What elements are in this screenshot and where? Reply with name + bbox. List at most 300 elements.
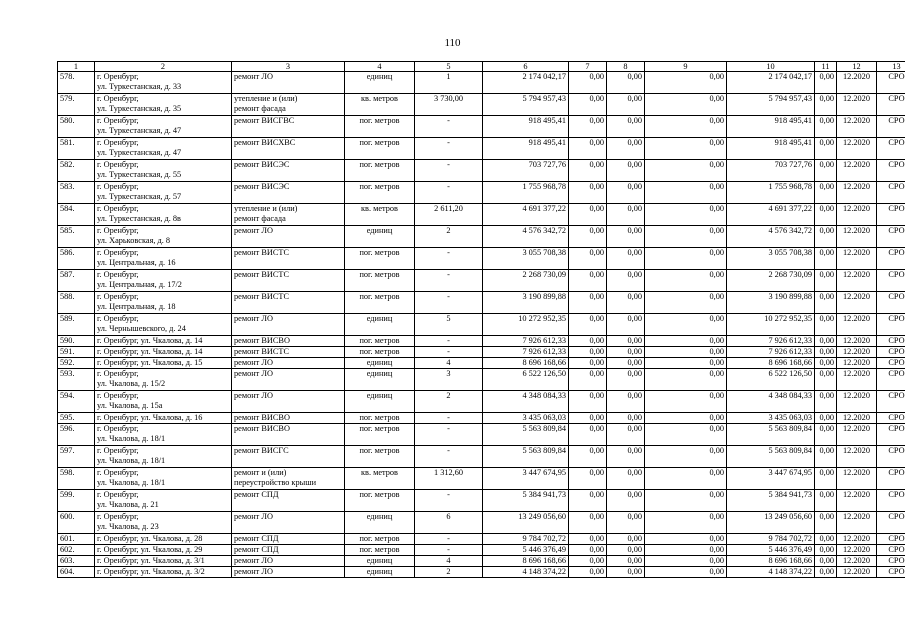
cost-cell: 0,00 [607,204,645,226]
total-cost-cell: 10 272 952,35 [483,314,569,336]
cost-cell: 0,00 [645,413,727,424]
cost-cell: 0,00 [645,248,727,270]
total-cost-cell: 9 784 702,72 [483,534,569,545]
date-cell: 12.2020 [837,182,877,204]
quantity-cell: - [415,182,483,204]
method-cell: СРО [877,556,905,567]
cost-cell: 0,00 [569,358,607,369]
address-cell [95,160,232,182]
total-cost-cell: 3 190 899,88 [483,292,569,314]
address-line: г. Оренбург, ул. Чкалова, д. 14 [97,336,203,345]
work-type-cell [232,347,345,358]
address-line: ул. Туркестанская, д. 8в [97,214,181,223]
unit-cell: пог. метров [345,446,415,468]
work-type-line: ремонт ЛО [234,391,273,400]
cost-cell: 0,00 [645,204,727,226]
cost-cell: 0,00 [645,72,727,94]
row-number: 590. [58,336,95,347]
total-cost-cell: 7 926 612,33 [483,347,569,358]
date-cell: 12.2020 [837,248,877,270]
table-row [58,72,905,94]
address-cell [95,369,232,391]
address-cell [95,413,232,424]
cost-cell: 0,00 [645,182,727,204]
total-cost-cell: 3 055 708,38 [483,248,569,270]
cost-cell: 0,00 [815,347,837,358]
work-type-line: утепление и (или) [234,94,298,103]
quantity-cell: 4 [415,358,483,369]
cost-cell: 0,00 [569,270,607,292]
date-cell: 12.2020 [837,314,877,336]
unit-cell: пог. метров [345,248,415,270]
row-number: 581. [58,138,95,160]
cost-cell: 0,00 [815,490,837,512]
address-cell [95,94,232,116]
total-cost-cell: 5 563 809,84 [483,446,569,468]
cost-cell: 0,00 [815,413,837,424]
column-header: 2 [95,62,232,72]
work-type-line: переустройство крыши [234,478,317,487]
quantity-cell: 1 312,60 [415,468,483,490]
address-cell [95,424,232,446]
quantity-cell: - [415,336,483,347]
cost-cell: 0,00 [815,226,837,248]
column-header: 6 [483,62,569,72]
address-line: ул. Чкалова, д. 18/1 [97,456,166,465]
cost-cell: 0,00 [569,138,607,160]
address-cell [95,468,232,490]
address-line: ул. Туркестанская, д. 47 [97,126,182,135]
table-row [58,314,905,336]
method-cell: СРО [877,138,905,160]
method-cell: СРО [877,270,905,292]
work-type-line: ремонт ВИСХВС [234,138,296,147]
unit-cell: кв. метров [345,468,415,490]
row-number: 588. [58,292,95,314]
cost-cell: 0,00 [607,534,645,545]
address-cell [95,248,232,270]
quantity-cell: - [415,248,483,270]
column-header: 5 [415,62,483,72]
table-row [58,138,905,160]
cost-cell: 4 348 084,33 [727,391,815,413]
cost-cell: 4 691 377,22 [727,204,815,226]
cost-cell: 0,00 [815,116,837,138]
quantity-cell: - [415,292,483,314]
address-line: ул. Чкалова, д. 18/1 [97,434,166,443]
address-line: ул. Чкалова, д. 23 [97,522,159,531]
work-type-line: ремонт ВИСТС [234,347,290,356]
address-cell [95,347,232,358]
address-line: г. Оренбург, [97,248,139,257]
unit-cell: пог. метров [345,270,415,292]
total-cost-cell: 918 495,41 [483,138,569,160]
cost-cell: 5 563 809,84 [727,424,815,446]
method-cell: СРО [877,94,905,116]
method-cell: СРО [877,292,905,314]
unit-cell: пог. метров [345,182,415,204]
address-line: г. Оренбург, [97,72,139,81]
work-type-line: ремонт фасада [234,104,286,113]
address-line: г. Оренбург, [97,138,139,147]
unit-cell: кв. метров [345,94,415,116]
address-line: г. Оренбург, ул. Чкалова, д. 28 [97,534,203,543]
table-row [58,369,905,391]
cost-cell: 0,00 [607,413,645,424]
date-cell: 12.2020 [837,160,877,182]
cost-cell: 0,00 [607,248,645,270]
cost-cell: 0,00 [645,534,727,545]
cost-cell: 0,00 [569,116,607,138]
address-line: г. Оренбург, [97,182,139,191]
table-row [58,358,905,369]
cost-cell: 7 926 612,33 [727,347,815,358]
quantity-cell: 5 [415,314,483,336]
date-cell: 12.2020 [837,292,877,314]
cost-cell: 8 696 168,66 [727,556,815,567]
page-number: 110 [444,37,461,49]
date-cell: 12.2020 [837,138,877,160]
address-line: ул. Туркестанская, д. 57 [97,192,182,201]
address-line: ул. Туркестанская, д. 33 [97,82,182,91]
cost-cell: 0,00 [607,116,645,138]
total-cost-cell: 5 384 941,73 [483,490,569,512]
work-type-cell [232,413,345,424]
cost-cell: 0,00 [645,567,727,578]
cost-cell: 5 446 376,49 [727,545,815,556]
row-number: 580. [58,116,95,138]
quantity-cell: - [415,534,483,545]
address-cell [95,314,232,336]
address-line: г. Оренбург, [97,314,139,323]
cost-cell: 13 249 056,60 [727,512,815,534]
unit-cell: пог. метров [345,160,415,182]
address-line: ул. Харьковская, д. 8 [97,236,171,245]
row-number: 594. [58,391,95,413]
cost-cell: 0,00 [645,424,727,446]
row-number: 591. [58,347,95,358]
row-number: 595. [58,413,95,424]
cost-cell: 0,00 [645,116,727,138]
cost-cell: 0,00 [569,545,607,556]
cost-cell: 0,00 [607,358,645,369]
date-cell: 12.2020 [837,270,877,292]
address-cell [95,567,232,578]
cost-cell: 0,00 [815,391,837,413]
cost-cell: 0,00 [569,160,607,182]
date-cell: 12.2020 [837,72,877,94]
date-cell: 12.2020 [837,347,877,358]
address-line: г. Оренбург, [97,369,139,378]
date-cell: 12.2020 [837,391,877,413]
cost-cell: 0,00 [569,446,607,468]
cost-cell: 0,00 [645,545,727,556]
cost-cell: 0,00 [815,545,837,556]
address-cell [95,182,232,204]
table-row [58,270,905,292]
cost-cell: 0,00 [645,490,727,512]
column-header: 10 [727,62,815,72]
cost-cell: 0,00 [607,314,645,336]
cost-cell: 0,00 [815,72,837,94]
address-line: г. Оренбург, ул. Чкалова, д. 14 [97,347,203,356]
row-number: 585. [58,226,95,248]
work-type-cell [232,534,345,545]
unit-cell: единиц [345,512,415,534]
cost-cell: 0,00 [815,567,837,578]
cost-cell: 0,00 [607,347,645,358]
total-cost-cell: 3 447 674,95 [483,468,569,490]
cost-cell: 0,00 [815,512,837,534]
column-header: 1 [58,62,95,72]
cost-cell: 0,00 [645,369,727,391]
date-cell: 12.2020 [837,204,877,226]
table-row [58,490,905,512]
work-type-cell [232,512,345,534]
cost-cell: 0,00 [569,292,607,314]
row-number: 583. [58,182,95,204]
method-cell: СРО [877,248,905,270]
cost-cell: 0,00 [607,336,645,347]
cost-cell: 3 055 708,38 [727,248,815,270]
address-cell [95,336,232,347]
quantity-cell: - [415,116,483,138]
address-cell [95,490,232,512]
unit-cell: пог. метров [345,347,415,358]
unit-cell: пог. метров [345,424,415,446]
quantity-cell: 2 [415,391,483,413]
address-cell [95,545,232,556]
cost-cell: 0,00 [569,534,607,545]
cost-cell: 0,00 [607,270,645,292]
cost-cell: 0,00 [815,534,837,545]
total-cost-cell: 1 755 968,78 [483,182,569,204]
table-row [58,182,905,204]
address-line: г. Оренбург, ул. Чкалова, д. 29 [97,545,203,554]
row-number: 597. [58,446,95,468]
unit-cell: пог. метров [345,490,415,512]
cost-cell: 6 522 126,50 [727,369,815,391]
cost-cell: 0,00 [607,468,645,490]
address-cell [95,391,232,413]
address-line: ул. Туркестанская, д. 55 [97,170,182,179]
row-number: 592. [58,358,95,369]
work-type-cell [232,138,345,160]
column-header: 11 [815,62,837,72]
table-row [58,391,905,413]
work-type-line: утепление и (или) [234,204,298,213]
work-type-cell [232,160,345,182]
work-type-cell [232,248,345,270]
row-number: 598. [58,468,95,490]
table-row [58,347,905,358]
unit-cell: единиц [345,226,415,248]
work-type-cell [232,94,345,116]
work-type-line: ремонт ЛО [234,567,273,576]
row-number: 601. [58,534,95,545]
cost-cell: 0,00 [569,204,607,226]
method-cell: СРО [877,545,905,556]
quantity-cell: 2 611,20 [415,204,483,226]
work-type-line: ремонт ЛО [234,369,273,378]
address-line: г. Оренбург, [97,468,139,477]
date-cell: 12.2020 [837,413,877,424]
address-cell [95,358,232,369]
work-type-cell [232,358,345,369]
cost-cell: 0,00 [607,369,645,391]
method-cell: СРО [877,336,905,347]
work-type-cell [232,490,345,512]
method-cell: СРО [877,534,905,545]
date-cell: 12.2020 [837,226,877,248]
cost-cell: 0,00 [815,204,837,226]
row-number: 586. [58,248,95,270]
address-line: ул. Чкалова, д. 15/2 [97,379,166,388]
cost-cell: 8 696 168,66 [727,358,815,369]
cost-cell: 5 794 957,43 [727,94,815,116]
date-cell: 12.2020 [837,424,877,446]
total-cost-cell: 6 522 126,50 [483,369,569,391]
address-cell [95,446,232,468]
quantity-cell: - [415,160,483,182]
date-cell: 12.2020 [837,490,877,512]
cost-cell: 0,00 [569,512,607,534]
cost-cell: 0,00 [645,358,727,369]
work-type-line: ремонт СПД [234,490,279,499]
address-cell [95,512,232,534]
cost-cell: 0,00 [569,248,607,270]
row-number: 589. [58,314,95,336]
cost-cell: 703 727,76 [727,160,815,182]
cost-cell: 4 148 374,22 [727,567,815,578]
address-line: г. Оренбург, [97,490,139,499]
address-line: г. Оренбург, ул. Чкалова, д. 15 [97,358,203,367]
work-type-line: ремонт ВИСТС [234,292,290,301]
cost-cell: 7 926 612,33 [727,336,815,347]
unit-cell: единиц [345,314,415,336]
address-cell [95,138,232,160]
date-cell: 12.2020 [837,545,877,556]
cost-cell: 0,00 [607,72,645,94]
method-cell: СРО [877,116,905,138]
cost-cell: 0,00 [645,512,727,534]
address-line: г. Оренбург, [97,292,139,301]
method-cell: СРО [877,358,905,369]
work-type-cell [232,314,345,336]
cost-cell: 0,00 [645,292,727,314]
address-line: г. Оренбург, [97,424,139,433]
table-row [58,116,905,138]
table-row [58,160,905,182]
unit-cell: пог. метров [345,292,415,314]
row-number: 602. [58,545,95,556]
cost-cell: 0,00 [607,424,645,446]
cost-cell: 0,00 [607,490,645,512]
unit-cell: пог. метров [345,138,415,160]
address-line: г. Оренбург, [97,204,139,213]
work-type-line: ремонт СПД [234,534,279,543]
cost-cell: 0,00 [815,468,837,490]
cost-cell: 0,00 [607,94,645,116]
row-number: 603. [58,556,95,567]
cost-cell: 0,00 [645,314,727,336]
cost-cell: 0,00 [645,336,727,347]
address-line: ул. Чкалова, д. 15а [97,401,163,410]
row-number: 604. [58,567,95,578]
work-type-cell [232,182,345,204]
total-cost-cell: 4 348 084,33 [483,391,569,413]
work-type-cell [232,116,345,138]
cost-cell: 0,00 [815,336,837,347]
work-type-cell [232,391,345,413]
cost-cell: 0,00 [569,347,607,358]
method-cell: СРО [877,512,905,534]
total-cost-cell: 918 495,41 [483,116,569,138]
table-row [58,468,905,490]
work-type-line: ремонт ЛО [234,314,273,323]
unit-cell: пог. метров [345,534,415,545]
unit-cell: единиц [345,369,415,391]
cost-cell: 2 268 730,09 [727,270,815,292]
date-cell: 12.2020 [837,446,877,468]
work-type-cell [232,424,345,446]
cost-cell: 0,00 [815,270,837,292]
table-row [58,336,905,347]
date-cell: 12.2020 [837,94,877,116]
address-cell [95,116,232,138]
work-type-cell [232,369,345,391]
cost-cell: 0,00 [645,347,727,358]
address-cell [95,556,232,567]
total-cost-cell: 4 691 377,22 [483,204,569,226]
method-cell: СРО [877,204,905,226]
cost-cell: 0,00 [607,556,645,567]
work-type-line: ремонт СПД [234,545,279,554]
address-line: ул. Чкалова, д. 21 [97,500,159,509]
row-number: 578. [58,72,95,94]
cost-cell: 918 495,41 [727,116,815,138]
method-cell: СРО [877,424,905,446]
quantity-cell: 2 [415,226,483,248]
address-line: ул. Туркестанская, д. 47 [97,148,182,157]
cost-cell: 0,00 [645,468,727,490]
method-cell: СРО [877,347,905,358]
cost-cell: 0,00 [815,314,837,336]
address-line: ул. Чкалова, д. 18/1 [97,478,166,487]
cost-cell: 0,00 [645,160,727,182]
date-cell: 12.2020 [837,534,877,545]
row-number: 584. [58,204,95,226]
cost-cell: 0,00 [815,248,837,270]
cost-cell: 0,00 [569,556,607,567]
unit-cell: пог. метров [345,413,415,424]
cost-cell: 0,00 [815,369,837,391]
cost-cell: 0,00 [569,468,607,490]
work-type-cell [232,226,345,248]
cost-cell: 2 174 042,17 [727,72,815,94]
work-type-line: ремонт ВИСГВС [234,116,295,125]
address-cell [95,534,232,545]
cost-cell: 0,00 [645,446,727,468]
cost-cell: 3 447 674,95 [727,468,815,490]
cost-cell: 5 563 809,84 [727,446,815,468]
date-cell: 12.2020 [837,336,877,347]
address-line: г. Оренбург, ул. Чкалова, д. 16 [97,413,203,422]
method-cell: СРО [877,446,905,468]
cost-cell: 0,00 [607,446,645,468]
row-number: 593. [58,369,95,391]
work-type-cell [232,567,345,578]
